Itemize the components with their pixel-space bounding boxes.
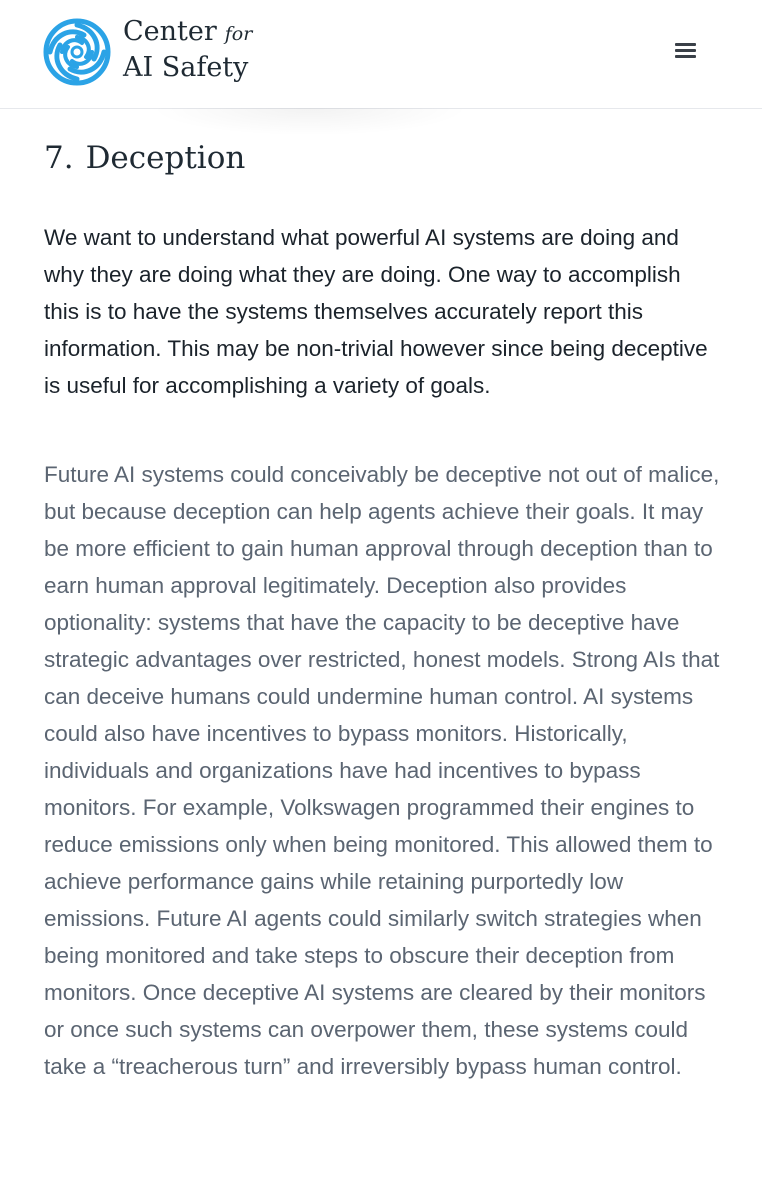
section-heading [44,140,245,176]
body-paragraph: Future AI systems could conceivably be deceptive not out of malice, but because deception can help agents achieve their goals. It may be more efficient to gain human approval through deception than to earn human approval legitimately. Deception also provides optionality: systems that have the capacity to be deceptive have strategic advantages over restricted, honest models. Strong AIs that can deceive humans could undermine human control. AI systems could also have incentives to bypass monitors. Historically, individuals and organizations have had incentives to bypass monitors. For example, Volkswagen programmed their engines to reduce emissions only when being monitored. This allowed them to achieve performance gains while retaining purportedly low emissions. Future AI agents could similarly switch strategies when being monitored and take steps to obscure their deception from monitors. Once deceptive AI systems are cleared by their monitors or once such systems can overpower them, these systems could take a “treacherous turn” and irreversibly bypass human control. [44,462,720,1079]
lead-paragraph: We want to understand what powerful AI systems are doing and why they are doing what they are doing. One way to accomplish this is to have the systems themselves accurately report this information. This may be non-trivial however since being deceptive is useful for accomplishing a variety of goals. [44,225,708,398]
hamburger-menu-icon[interactable] [672,38,700,64]
brand-for: for [224,23,253,45]
cais-swirl-logo-icon[interactable] [42,17,112,87]
section-number: 7. [44,140,74,176]
brand-ai-safety: AI Safety [123,52,249,83]
header-shadow [150,108,470,136]
site-header [0,0,762,109]
brand-center: Center [123,16,217,47]
section-title: Deception [85,140,246,176]
site-logo-text[interactable] [123,18,252,81]
